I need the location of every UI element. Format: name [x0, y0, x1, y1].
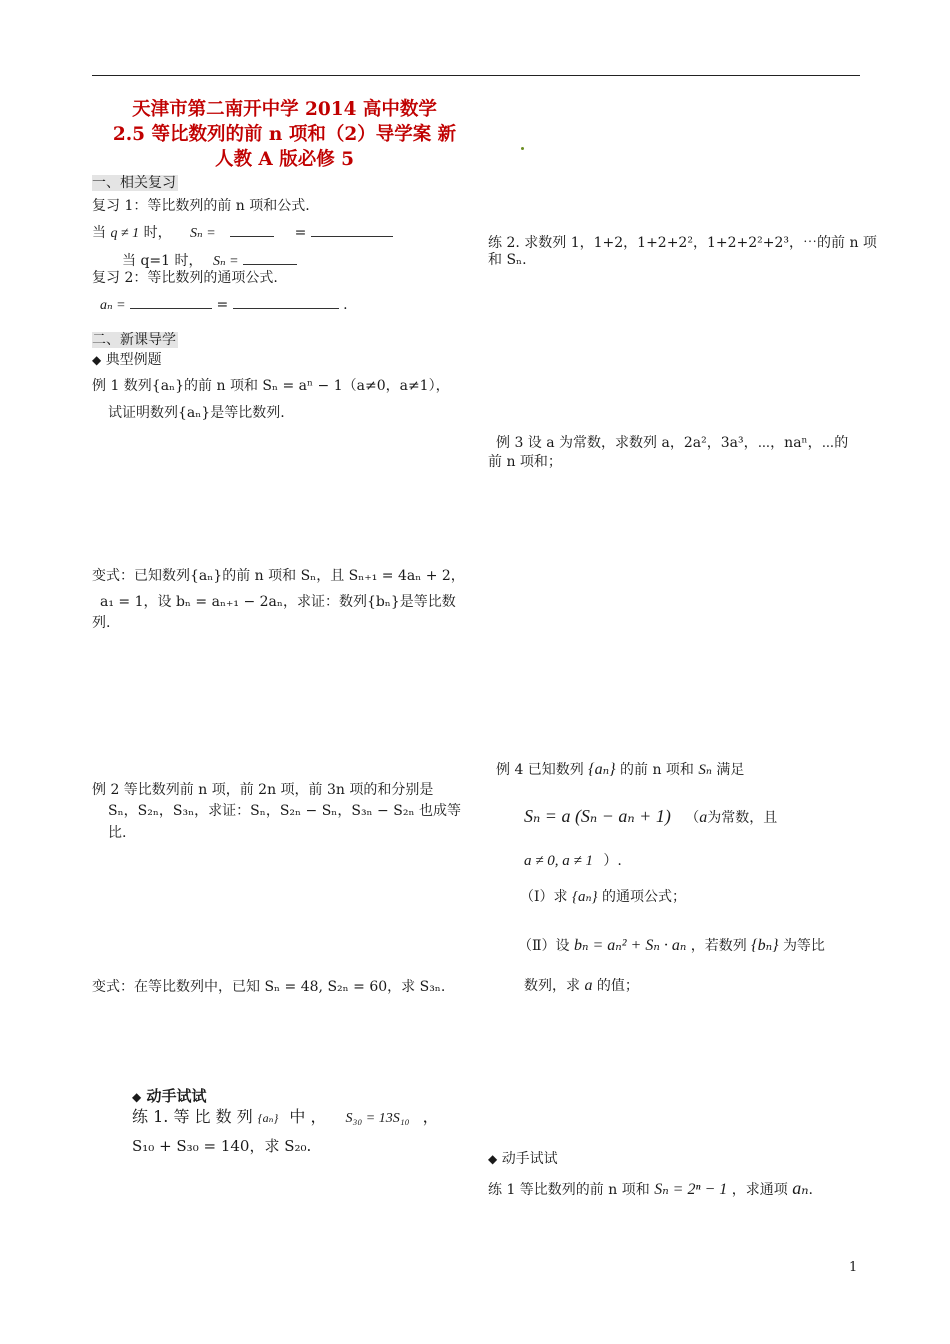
example-3-line-1: 例 3 设 a 为常数，求数列 a，2a²，3a³，⋯，naⁿ，⋯的	[496, 435, 849, 451]
r-practice1-an: aₙ	[792, 1178, 809, 1198]
title-line-1: 天津市第二南开中学 2014 高中数学	[132, 99, 437, 120]
title-line-3: 人教 A 版必修 5	[214, 149, 355, 170]
q1-prefix: （Ⅰ）求	[520, 889, 568, 905]
case1-equals: =	[294, 225, 307, 241]
title-line-2: 2.5 等比数列的前 n 项和（2）导学案 新	[112, 124, 457, 145]
q1-suffix: 的通项公式；	[602, 889, 687, 905]
ex4-cond: a ≠ 0, a ≠ 1	[524, 853, 593, 869]
stray-mark	[521, 147, 524, 150]
review2-period: .	[343, 297, 348, 313]
typical-label: 典型例题	[105, 352, 162, 368]
page-number: 1	[849, 1260, 858, 1275]
diamond-bullet-icon: ◆	[92, 353, 102, 367]
diamond-bullet-icon: ◆	[132, 1090, 142, 1104]
ex4-a: a	[699, 809, 708, 826]
example-2-line-3: 比.	[108, 825, 127, 841]
typical-examples-heading	[92, 350, 162, 370]
left-practice-1-line-2: S₁₀ + S₃₀ = 140，求 S₂₀.	[132, 1137, 312, 1155]
practice1-comma: ，	[422, 1107, 439, 1126]
r-practice1-formula: Sₙ = 2ⁿ − 1	[654, 1181, 728, 1198]
practice-2-line-1: 练 2. 求数列 1，1+2，1+2+2²，1+2+2²+2³，⋯的前 n 项	[488, 235, 877, 251]
ex4-mid: 的前 n 项和	[620, 762, 694, 778]
review2-blank-2[interactable]	[233, 294, 339, 309]
left-practice-1-line-1	[132, 1107, 439, 1129]
example-4-formula	[524, 806, 777, 828]
case1-prefix: 当	[92, 225, 106, 241]
case1-condition: q ≠ 1	[110, 226, 140, 241]
section-review-heading: 一、相关复习	[92, 175, 176, 191]
review2-equals: =	[216, 297, 229, 313]
case1-sn-label: Sₙ =	[190, 226, 216, 241]
top-rule	[92, 75, 860, 76]
practice1-prefix: 练 1. 等 比 数 列	[132, 1107, 253, 1126]
left-try-label: 动手试试	[146, 1087, 207, 1105]
section-new-lesson-heading: 二、新课导学	[92, 332, 176, 348]
review-1-text: 复习 1：等比数列的前 n 项和公式.	[92, 198, 310, 214]
example-4-condition	[524, 851, 622, 871]
review-2-formula	[100, 294, 348, 316]
case2-blank[interactable]	[243, 250, 297, 265]
case1-suffix: 时，	[143, 225, 172, 241]
q2-seq: {bₙ}	[751, 937, 779, 954]
ex4-paren: （	[685, 810, 700, 826]
q2-mid: ，若数列	[690, 938, 747, 954]
case1-blank-1[interactable]	[230, 222, 274, 237]
example-2-line-2: Sₙ，S₂ₙ，S₃ₙ，求证：Sₙ，S₂ₙ − Sₙ，S₃ₙ − S₂ₙ 也成等	[108, 803, 461, 819]
review-1-case-1	[92, 222, 393, 244]
left-try-heading	[132, 1086, 206, 1107]
right-practice-1	[488, 1178, 813, 1200]
variant-1-line-2: a₁ = 1，设 bₙ = aₙ₊₁ − 2aₙ，求证：数列{bₙ}是等比数	[100, 594, 456, 610]
right-try-label: 动手试试	[501, 1151, 558, 1167]
q1-seq: {aₙ}	[571, 889, 598, 905]
case2-text: 当 q=1 时，	[122, 253, 203, 269]
q2-formula: bₙ = aₙ² + Sₙ · aₙ	[573, 937, 687, 954]
q2-line2-prefix: 数列，求	[524, 978, 580, 994]
right-try-heading	[488, 1149, 558, 1169]
practice1-mid: 中 ，	[289, 1107, 327, 1126]
example-2-line-1: 例 2 等比数列前 n 项，前 2n 项，前 3n 项的和分别是	[92, 782, 434, 798]
review2-blank-1[interactable]	[130, 294, 212, 309]
example-3-line-2: 前 n 项和；	[488, 454, 562, 470]
case1-blank-2[interactable]	[311, 222, 393, 237]
review2-an-label: aₙ =	[100, 298, 126, 313]
q2-line2-a: a	[584, 977, 593, 994]
example-1-line-2: 试证明数列{aₙ}是等比数列.	[108, 405, 285, 421]
r-practice1-mid: ，求通项	[731, 1182, 788, 1198]
practice1-cond-1: S₃₀ = 13S₁₀	[345, 1111, 410, 1126]
example-1-line-1: 例 1 数列{aₙ}的前 n 项和 Sₙ = aⁿ − 1（a≠0，a≠1），	[92, 378, 450, 394]
variant-1-line-1: 变式：已知数列{aₙ}的前 n 项和 Sₙ，且 Sₙ₊₁ = 4aₙ + 2，	[92, 568, 465, 584]
q2-prefix: （Ⅱ）设	[518, 938, 570, 954]
practice-2-line-2: 和 Sₙ.	[488, 252, 527, 268]
ex4-sn: Sₙ	[698, 762, 712, 778]
case2-sn-label: Sₙ =	[212, 254, 239, 269]
ex4-prefix: 例 4 已知数列	[496, 762, 584, 778]
review-2-text: 复习 2：等比数列的通项公式.	[92, 270, 278, 286]
example-4-question-1	[520, 887, 686, 907]
ex4-cond-tail: ）.	[603, 853, 622, 869]
q2-line2-suffix: 的值；	[596, 978, 639, 994]
ex4-seq: {aₙ}	[588, 761, 616, 778]
variant-1-line-3: 列.	[92, 615, 111, 631]
r-practice1-prefix: 练 1 等比数列的前 n 项和	[488, 1182, 650, 1198]
example-4-line-1	[496, 760, 744, 780]
ex4-tail: 为常数，且	[707, 810, 778, 826]
example-4-question-2-line-1	[518, 936, 825, 956]
r-practice1-period: .	[808, 1182, 813, 1198]
q2-suffix: 为等比	[782, 938, 825, 954]
ex4-suffix: 满足	[716, 762, 745, 778]
diamond-bullet-icon: ◆	[488, 1152, 498, 1166]
practice1-seq: {aₙ}	[257, 1111, 279, 1125]
example-4-question-2-line-2	[524, 976, 639, 996]
ex4-formula: Sₙ = a (Sₙ − aₙ + 1)	[524, 806, 671, 826]
document-title	[92, 97, 477, 172]
variant-2: 变式：在等比数列中，已知 Sₙ = 48, S₂ₙ = 60，求 S₃ₙ.	[92, 979, 446, 995]
